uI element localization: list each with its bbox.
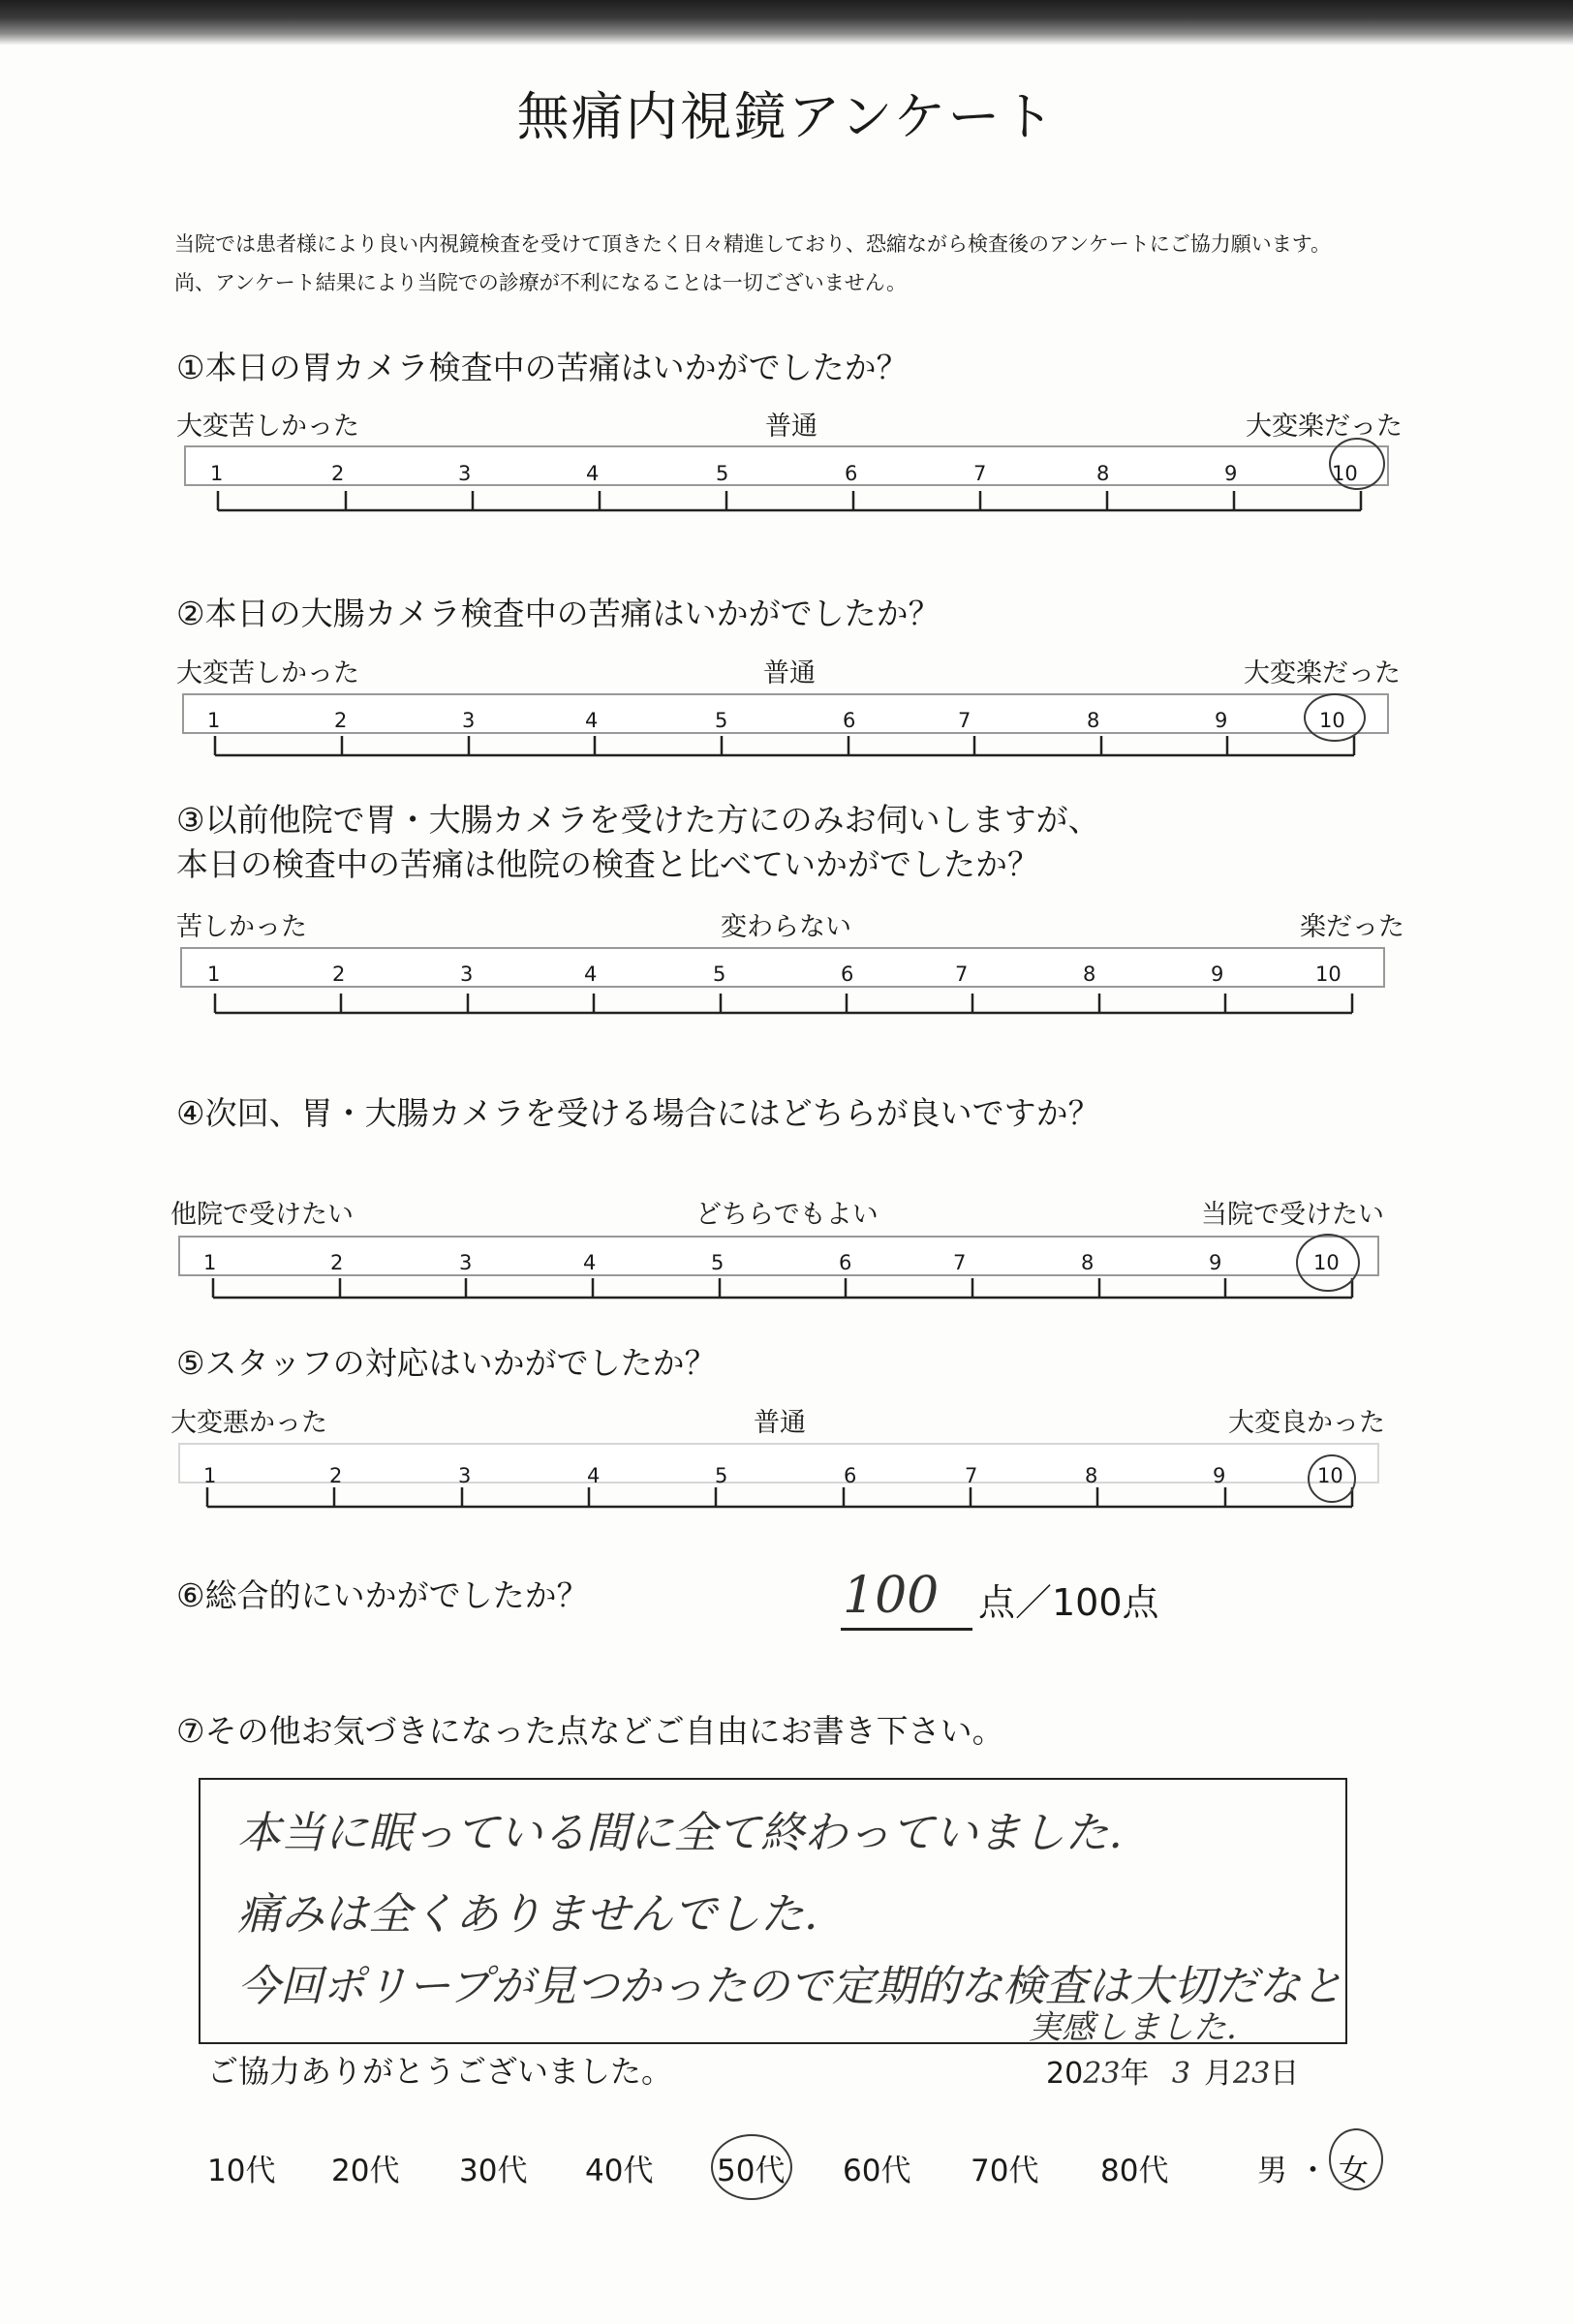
- q2-num-4: 4: [585, 709, 599, 732]
- q2-num-1: 1: [207, 709, 221, 732]
- age-30s[interactable]: 30代: [459, 2154, 528, 2188]
- q1-num-3: 3: [458, 462, 472, 485]
- q1-left-label: 大変苦しかった: [176, 412, 359, 442]
- q1-selected-circle: [1329, 438, 1385, 490]
- q3-left-label: 苦しかった: [176, 912, 307, 942]
- q4-right-label: 当院で受けたい: [1201, 1200, 1384, 1230]
- question-3: [176, 798, 1100, 887]
- q3-num-4: 4: [584, 963, 598, 986]
- q1-num-2: 2: [331, 462, 345, 485]
- q2-num-5: 5: [715, 709, 728, 732]
- age-70s[interactable]: 70代: [971, 2154, 1039, 2188]
- q1-scale-box: [184, 445, 1389, 486]
- q6-answer-underline: [841, 1628, 972, 1631]
- date-year-unit: 年: [1120, 2057, 1150, 2091]
- q2-mid-label: 普通: [763, 658, 816, 688]
- q4-num-9: 9: [1209, 1251, 1222, 1274]
- q3-right-label: 楽だった: [1300, 912, 1404, 942]
- q3-num-9: 9: [1211, 963, 1224, 986]
- survey-date: [1046, 2049, 1299, 2092]
- q4-scale-box: [178, 1236, 1379, 1276]
- comment-line-1: 本当に眠っている間に全て終わっていました.: [237, 1807, 1123, 1858]
- age-80s[interactable]: 80代: [1100, 2154, 1169, 2188]
- q5-num-10: 10: [1317, 1464, 1343, 1487]
- q6-score-suffix: 点／100点: [978, 1581, 1159, 1624]
- q5-num-5: 5: [715, 1464, 728, 1487]
- q3-num-7: 7: [955, 963, 969, 986]
- date-day-unit: 日: [1270, 2057, 1300, 2091]
- gender-female[interactable]: 女: [1339, 2154, 1369, 2188]
- q6-handwritten-score: 100: [843, 1567, 940, 1625]
- q2-num-9: 9: [1215, 709, 1228, 732]
- q4-selected-circle: [1296, 1234, 1360, 1292]
- q1-num-1: 1: [210, 462, 224, 485]
- page-title: 無痛内視鏡アンケート: [516, 86, 1057, 147]
- q4-num-6: 6: [839, 1251, 852, 1274]
- intro-line-2: 尚、アンケート結果により当院での診療が不利になることは一切ございません。: [174, 271, 907, 294]
- q1-num-9: 9: [1224, 462, 1238, 485]
- comment-line-2: 痛みは全くありませんでした.: [237, 1888, 818, 1940]
- question-4: ④次回、胃・大腸カメラを受ける場合にはどちらが良いですか？: [176, 1094, 1100, 1132]
- age-10s[interactable]: 10代: [207, 2154, 276, 2188]
- question-3-line-2: 本日の検査中の苦痛は他院の検査と比べていかがでしたか？: [176, 845, 1039, 883]
- q1-right-label: 大変楽だった: [1246, 412, 1403, 442]
- q5-mid-label: 普通: [754, 1408, 806, 1438]
- comment-line-3: 今回ポリープが見つかったので定期的な検査は大切だなと: [237, 1962, 1343, 2011]
- gender-male[interactable]: 男: [1257, 2154, 1287, 2188]
- q1-num-10: 10: [1332, 462, 1358, 485]
- date-year-hand: 23: [1083, 2057, 1121, 2091]
- gender-separator: ・: [1298, 2154, 1328, 2188]
- q4-num-1: 1: [203, 1251, 217, 1274]
- q1-num-6: 6: [845, 462, 858, 485]
- age-60s[interactable]: 60代: [843, 2154, 911, 2188]
- question-7: ⑦その他お気づきになった点などご自由にお書き下さい。: [176, 1712, 1004, 1750]
- q4-num-4: 4: [583, 1251, 597, 1274]
- age-20s[interactable]: 20代: [331, 2154, 400, 2188]
- q4-num-3: 3: [459, 1251, 473, 1274]
- comment-line-4: 実感しました.: [1029, 2008, 1237, 2047]
- q2-scale-box: [182, 693, 1389, 734]
- q3-num-6: 6: [841, 963, 854, 986]
- q1-num-8: 8: [1096, 462, 1110, 485]
- question-2: ②本日の大腸カメラ検査中の苦痛はいかがでしたか？: [176, 595, 941, 632]
- q4-num-8: 8: [1081, 1251, 1095, 1274]
- date-year-prefix: 20: [1046, 2057, 1084, 2091]
- q4-num-7: 7: [953, 1251, 967, 1274]
- q4-left-label: 他院で受けたい: [170, 1200, 354, 1230]
- q2-num-10: 10: [1319, 709, 1345, 732]
- question-5: ⑤スタッフの対応はいかがでしたか？: [176, 1344, 717, 1382]
- q2-num-3: 3: [462, 709, 476, 732]
- q5-num-1: 1: [203, 1464, 217, 1487]
- question-3-line-1: ③以前他院で胃・大腸カメラを受けた方にのみお伺いしますが、: [176, 801, 1100, 839]
- q5-selected-circle: [1308, 1454, 1356, 1503]
- q5-num-4: 4: [587, 1464, 601, 1487]
- age-selected-circle: [711, 2134, 792, 2200]
- q2-num-2: 2: [334, 709, 348, 732]
- q5-num-3: 3: [458, 1464, 472, 1487]
- q1-num-5: 5: [716, 462, 729, 485]
- q5-left-label: 大変悪かった: [170, 1408, 327, 1438]
- age-40s[interactable]: 40代: [585, 2154, 654, 2188]
- q2-selected-circle: [1304, 693, 1366, 742]
- q3-num-10: 10: [1315, 963, 1342, 986]
- q1-mid-label: 普通: [765, 412, 817, 442]
- q2-left-label: 大変苦しかった: [176, 658, 359, 688]
- q4-num-2: 2: [330, 1251, 344, 1274]
- q1-num-4: 4: [586, 462, 600, 485]
- q5-right-label: 大変良かった: [1228, 1408, 1385, 1438]
- q5-num-8: 8: [1085, 1464, 1098, 1487]
- q5-num-7: 7: [965, 1464, 978, 1487]
- question-6: ⑥総合的にいかがでしたか？: [176, 1576, 589, 1614]
- q4-num-10: 10: [1313, 1251, 1340, 1274]
- q3-num-2: 2: [332, 963, 346, 986]
- date-month-hand: 3: [1171, 2057, 1191, 2091]
- q1-num-7: 7: [973, 462, 987, 485]
- q5-num-6: 6: [844, 1464, 857, 1487]
- scan-top-edge: [0, 0, 1573, 45]
- date-month-unit: 月: [1204, 2057, 1234, 2091]
- date-day-hand: 23: [1233, 2057, 1271, 2091]
- q4-num-5: 5: [711, 1251, 725, 1274]
- q3-num-5: 5: [713, 963, 726, 986]
- q3-num-3: 3: [460, 963, 474, 986]
- q3-num-8: 8: [1083, 963, 1096, 986]
- q2-num-6: 6: [843, 709, 856, 732]
- q5-num-2: 2: [329, 1464, 343, 1487]
- intro-line-1: 当院では患者様により良い内視鏡検査を受けて頂きたく日々精進しており、恐縮ながら検査後のアンケートにご協力願います。: [174, 232, 1332, 256]
- q2-num-8: 8: [1087, 709, 1100, 732]
- age-50s[interactable]: 50代: [717, 2154, 786, 2188]
- q5-scale-box: [178, 1443, 1379, 1483]
- q2-right-label: 大変楽だった: [1244, 658, 1401, 688]
- q3-scale-box: [180, 947, 1385, 988]
- q5-num-9: 9: [1213, 1464, 1226, 1487]
- gender-selected-circle: [1329, 2128, 1383, 2190]
- q2-num-7: 7: [958, 709, 972, 732]
- q3-mid-label: 変わらない: [721, 912, 851, 942]
- q3-num-1: 1: [207, 963, 221, 986]
- question-1: ①本日の胃カメラ検査中の苦痛はいかがでしたか？: [176, 349, 909, 386]
- closing-message: ご協力ありがとうございました。: [207, 2053, 673, 2090]
- q4-mid-label: どちらでもよい: [695, 1200, 879, 1230]
